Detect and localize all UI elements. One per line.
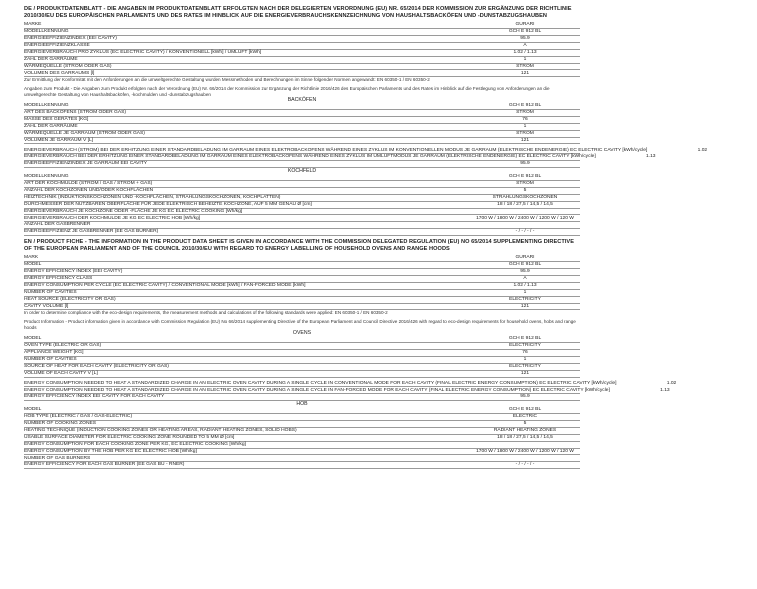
row-value: A: [523, 42, 527, 48]
row-label: ZAHL DER GARRÄUME: [24, 56, 78, 62]
product-info-note: Angaben zum Produkt - Die Angaben zum Produkt erfolgten nach der Verordnung (EU) Nr. 66/2014 der Kommission zur Ergänzung der Richtlinie 2016/426 des Europäischen Parlaments und des Rates im Hinblick auf die Festlegung von Anforderungen an die umweltgerechte Gestaltung von Haushaltsbacköfen, -kochmulden und -dunstabzugshauben: [24, 85, 550, 97]
ovens-title: OVENS: [292, 330, 312, 337]
row-value: 1: [523, 123, 527, 129]
row-label: NUMBER OF CAVITIES: [24, 356, 77, 362]
row-label: VOLUMEN JE GARRAUM V [L]: [24, 137, 94, 143]
row-label: CAVITY VOLUME [l]: [24, 303, 69, 309]
row-label: WÄRMEQUELLE (STROM ODER GAS): [24, 63, 112, 69]
table-row: [24, 117, 580, 124]
row-label: ZAHL DER GARRÄUME: [24, 123, 78, 129]
row-value: 5: [523, 421, 527, 427]
table-row: [24, 380, 677, 388]
row-value: GCH E 912 BL: [508, 29, 542, 35]
row-value: 121: [520, 70, 530, 76]
row-value: GCH E 912 BL: [508, 174, 542, 180]
table-row: [24, 110, 580, 117]
row-value: 76: [522, 116, 528, 122]
table-row: [24, 188, 580, 195]
table-row: [24, 343, 580, 350]
row-value: 1: [523, 56, 527, 62]
row-value: 121: [520, 137, 530, 143]
row-value: 95.9: [520, 269, 530, 275]
table-row: [24, 421, 580, 428]
row-value: 1.02: [666, 380, 677, 386]
row-value: 95.9: [520, 394, 530, 400]
row-value: RADIANT HEATING ZONES: [493, 428, 557, 433]
row-value: 1.02 / 1.13: [513, 282, 537, 288]
table-row: [24, 131, 580, 138]
row-value: 1: [523, 289, 527, 295]
row-value: STROM: [516, 181, 534, 187]
compliance-note: In order to determine compliance with the eco-design requirements, the measurement methods and calculations of the following standards were applied: EN 60350-1 / EN 60350-2: [24, 310, 388, 316]
table-row: [24, 414, 580, 421]
table-row: [24, 174, 580, 181]
row-label: ENERGIEEFFIZIENZKLASSE: [24, 42, 90, 48]
row-label: MODELLKENNUNG: [24, 103, 69, 109]
row-value: GURARI: [515, 255, 535, 261]
row-label: MARK: [24, 255, 39, 261]
row-value: GCH E 912 BL: [508, 103, 542, 109]
row-label: NUMBER OF GAS BURNERS: [24, 455, 91, 461]
row-value: 121: [520, 370, 530, 376]
table-row: [24, 371, 580, 378]
row-label: DURCHMESSER DER NUTZBAREN OBERFLÄCHE FÜR JEDE ELEKTRISCH BEHEIZTE KOCHZONE, AUF 5 MM GENAU Ø [cm]: [24, 201, 312, 207]
row-label: MODELLKENNUNG: [24, 174, 69, 180]
product-info-note: Product Information - Product information given in accordance with Commission Regulation (EU) No 66/2014 supplementing Directive of the European Parliament and Council Directive 2016/426 with regard to eco-design requirements for household ovens, hobs and range hoods: [24, 319, 576, 330]
section-header: DE / PRODUKTDATENBLATT - DIE ANGABEN IM PRODUKTDATENBLATT ERFOLGTEN NACH DER DELEGIERTEN VERORDNUNG (EU) NR. 65/2014 DER KOMMISSION ZUR ERGÄNZUNG DER RICHTLINIE 2010/30/EU DES EUROPÄISCHEN PARLAMENTS UND DES RATES IM HINBLICK AUF DIE ENERGIEVERBRAUCHSKENNZEICHNUNG VON HAUSHALTSBACKÖFEN UND -DUNSTABZUGSHAUBEN: [24, 6, 572, 19]
table-row: [24, 276, 580, 283]
row-value: ELECTRICITY: [509, 363, 541, 369]
table-row: [24, 283, 580, 290]
row-label: HEATING TECHNIQUE (INDUCTION COOKING ZONES OR HEATING AREAS, RADIANT HEATING ZONES, SOLID HOBS): [24, 428, 297, 433]
row-value: 1.13: [645, 154, 656, 160]
row-label: ENERGY EFFICIENCY FOR EACH GAS BURNER (EE GAS BU - RNER): [24, 462, 185, 468]
row-label: ART DES BACKOFENS (STROM ODER GAS): [24, 110, 126, 116]
row-value: - / - / - / -: [515, 462, 535, 468]
row-label: ENERGIEVERBRAUCH BEI DER ERHITZUNG EINER STANDARDBELADUNG IM GARRAUM EINES ELEKTROBACKOFENS WÄHREND EINES ZYKLUS IM UMLUFTMODUS JE GARRAUM (ELEKTRISCHE ENDENERGIE) EC ELECTRIC CAVITY [kWh/cycle]: [24, 154, 596, 160]
table-row: [24, 103, 580, 110]
table-row: [24, 297, 580, 304]
row-label: ART DER KOCHMULDE (STROM / GAS / STROM + GAS): [24, 181, 153, 187]
product-fiche-document: [24, 6, 708, 469]
table-row: [24, 202, 580, 209]
row-value: STROM: [516, 110, 534, 116]
row-label: ENERGIEVERBRAUCH PRO ZYKLUS (EC ELECTRIC CAVITY) / KONVENTIONELL [kWh] / UMLUFT [kWh]: [24, 49, 262, 55]
table-row: [24, 357, 580, 364]
row-label: ENERGIEVERBRAUCH JE KOCHZONE ODER -FLÄCHE JE KG EC ELECTRIC COOKING [Wh/kg]: [24, 208, 243, 214]
row-label: MODEL: [24, 262, 42, 268]
row-label: ENERGY CONSUMPTION FOR EACH COOKING ZONE PER KG, EC ELECTRIC COOKING [Wh/kg]: [24, 441, 246, 447]
row-value: 5: [523, 187, 527, 193]
row-value: 95.9: [520, 36, 530, 42]
row-label: MASSE DES GERÄTES [KG]: [24, 116, 89, 122]
table-row: [24, 350, 580, 357]
table-row: [24, 36, 580, 43]
table-row: [24, 336, 580, 343]
table-row: [24, 43, 580, 50]
table-row: [24, 435, 580, 442]
row-value: ELECTRICITY: [509, 296, 541, 302]
row-value: - / - / - / -: [515, 229, 535, 235]
row-label: ENERGY EFFICIENCY INDEX (EEI CAVITY): [24, 269, 123, 275]
row-label: ENERGIEEFFIZIENZINDEX (EEI CAVITY): [24, 36, 117, 42]
table-row: [24, 70, 580, 77]
row-label: NUMBER OF COOKING ZONES: [24, 421, 97, 427]
table-row: [24, 195, 580, 202]
row-value: GURARI: [515, 22, 535, 28]
row-value: 1700 W / 1800 W / 2400 W / 1200 W / 120 W: [476, 215, 574, 221]
table-row: [24, 428, 580, 435]
row-label: ENERGY CONSUMPTION NEEDED TO HEAT A STANDARDIZED CHARGE IN AN ELECTRIC OVEN CAVITY DURING A SINGLE CYCLE IN FAN-FORCED MODE FOR EACH CAVITY (FINAL ELECTRIC ENERGY CONSUMPTION) EC ELECTRIC CAVITY [kWh/cycle]: [24, 387, 610, 393]
row-label: ANZAHL DER KOCHZONEN UND/ODER KOCHFLÄCHEN: [24, 187, 154, 193]
row-value: 1.02: [697, 147, 708, 153]
row-value: 18 / 18 / 27,5 / 14,5 / 14,5: [497, 201, 553, 207]
row-label: ENERGY EFFICIENCY INDEX EEI CAVITY FOR EACH CAVITY: [24, 394, 165, 400]
row-label: ENERGIEEFFIZIENZINDEX JE GARRAUM EEI CAVITY: [24, 161, 148, 167]
row-value: 1700 W / 1800 W / 2400 W / 1200 W / 120 W: [476, 448, 574, 454]
table-row: [24, 449, 580, 456]
row-label: ENERGIEEFFIZIENZ JE GASBRENNER (EE GAS BURNER): [24, 229, 159, 235]
table-row: [24, 50, 580, 57]
table-row: [24, 138, 580, 145]
row-label: APPLIANCE WEIGHT [KG]: [24, 350, 84, 356]
table-row: [24, 442, 580, 449]
row-value: GCH E 912 BL: [508, 407, 542, 413]
row-label: SOURCE OF HEAT FOR EACH CAVITY (ELECTRICITY OR GAS): [24, 363, 169, 369]
table-row: [24, 64, 580, 71]
ovens-title: BACKÖFEN: [287, 97, 317, 104]
row-value: A: [523, 276, 527, 282]
table-row: [24, 304, 580, 311]
row-label: HEAT SOURCE (ELECTRICITY OR GAS): [24, 296, 116, 302]
row-value: ELECTRICITY: [509, 343, 541, 349]
row-value: 121: [520, 303, 530, 309]
section-en: [24, 239, 677, 469]
table-row: [24, 290, 580, 297]
row-label: MODEL: [24, 407, 42, 413]
table-row: [24, 462, 580, 469]
table-row: [24, 364, 580, 371]
row-label: HEIZTECHNIK (INDUKTIONSKOCHZONEN UND -KOCHFLÄCHEN, STRAHLUNGSKOCHZONEN, KOCHPLATTEN): [24, 194, 281, 200]
row-label: ENERGY CONSUMPTION NEEDED TO HEAT A STANDARDIZED CHARGE IN AN ELECTRIC OVEN CAVITY DURING A SINGLE CYCLE IN CONVENTIONAL MODE FOR EACH CAVITY (FINAL ELECTRIC ENERGY CONSUMPTION) EC ELECTRIC CAVITY [kWh/cycle]: [24, 380, 617, 386]
table-row: [24, 229, 580, 236]
row-value: GCH E 912 BL: [508, 262, 542, 268]
row-label: ENERGY EFFICIENCY CLASS: [24, 276, 93, 282]
section-header: EN / PRODUCT FICHE - THE INFORMATION IN THE PRODUCT DATA SHEET IS GIVEN IN ACCORDANCE WITH THE COMMISSION DELEGATED REGULATION (EU) NO 65/2014 SUPPLEMENTING DIRECTIVE OF THE EUROPEAN PARLIAMENT AND OF THE COUNCIL 2010/30/EU WITH REGARD TO ENERGY LABELLING OF HOUSEHOLD OVENS AND RANGE HOODS: [24, 239, 574, 252]
row-label: MODELLKENNUNG: [24, 29, 69, 35]
row-value: GCH E 912 BL: [508, 336, 542, 342]
row-value: 1.02 / 1.13: [513, 49, 537, 55]
row-label: ENERGIEVERBRAUCH DER KOCHMULDE JE KG EC ELECTRIC HOB [Wh/kg]: [24, 215, 201, 221]
row-label: HOB TYPE (ELECTRIC / GAS / GAS-ELECTRIC): [24, 414, 133, 420]
hob-title: KOCHFELD: [287, 168, 317, 175]
row-label: ENERGIEVERBRAUCH (STROM) BEI DER ERHITZUNG EINER STANDARDBELADUNG IM GARRAUM EINES ELEKTROBACKOFENS WÄHREND EINES ZYKLUS IM KONVENTIONELLEN MODUS JE GARRAUM (ELEKTRISCHE ENDENERGIE) EC ELECTRIC CAVITY [kWh/cycle]: [24, 147, 648, 153]
row-label: ENERGY CONSUMPTION BY THE HOB PER KG EC ELECTRIC HOB [Wh/kg]: [24, 448, 197, 454]
compliance-note: Zur Ermittlung der Konformität mit den Anforderungen an die umweltgerechte Gestaltung wurden Messmethoden und Berechnungen im Sinne folgender Normen angewandt: EN 60350-1 / EN 60350-2: [24, 77, 430, 83]
table-row: [24, 269, 580, 276]
row-value: 95.9: [520, 161, 530, 167]
row-value: 1: [523, 356, 527, 362]
row-value: STROM: [516, 130, 534, 136]
row-label: USABLE SURFACE DIAMETER FOR ELECTRIC COOKING ZONE ROUNDED TO 5 MM Ø [cm]: [24, 434, 235, 440]
row-label: WÄRMEQUELLE JE GARRAUM (STROM ODER GAS): [24, 130, 145, 136]
row-label: OVEN TYPE (ELECTRIC OR GAS): [24, 343, 102, 349]
hob-title: HOB: [296, 401, 308, 408]
row-label: MARKE: [24, 22, 42, 28]
row-label: MODEL: [24, 336, 42, 342]
table-row: [24, 394, 580, 401]
section-de: [24, 6, 708, 236]
table-row: [24, 57, 580, 64]
table-row: [24, 255, 580, 262]
table-row: [24, 124, 580, 131]
row-label: NUMBER OF CAVITIES: [24, 289, 77, 295]
row-value: 76: [522, 350, 528, 356]
table-row: [24, 181, 580, 188]
table-row: [24, 161, 580, 168]
row-value: 1.13: [660, 387, 670, 393]
table-row: [24, 29, 580, 36]
table-row: [24, 209, 580, 216]
row-value: ELECTRIC: [512, 414, 538, 420]
table-row: [24, 22, 580, 29]
row-label: VOLUMEN DES GARRAUMS [l]: [24, 70, 95, 76]
row-value: STRAHLUNGSKOCHZONEN: [492, 194, 558, 200]
row-label: ANZAHL DER GASBRENNER: [24, 222, 91, 228]
row-label: ENERGY CONSUMPTION PER CYCLE (EC ELECTRIC CAVITY) / CONVENTIONAL MODE [kWh] / FAN-FORCED MODE [kWh]: [24, 282, 306, 288]
table-row: [24, 215, 580, 222]
row-label: VOLUME OF EACH CAVITY V [L]: [24, 370, 98, 376]
row-value: STROM: [516, 63, 534, 69]
row-value: 18 / 18 / 27,5 / 14,5 / 14,5: [497, 434, 553, 440]
